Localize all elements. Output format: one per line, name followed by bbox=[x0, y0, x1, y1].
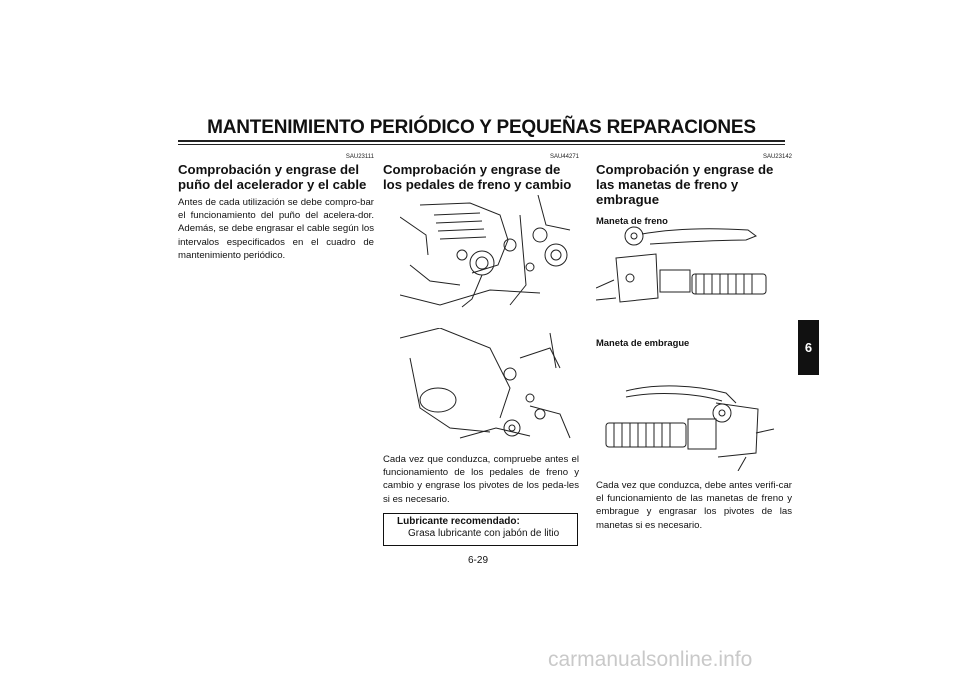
section-levers-body bbox=[596, 479, 792, 532]
brake-lever-label: Maneta de freno bbox=[596, 215, 668, 226]
section-body: Cada vez que conduzca, debe antes verifi-car el funcionamiento de las manetas de freno y embrague y engrasar los pivotes de las manetas si es necesario. bbox=[596, 480, 792, 531]
section-heading: Comprobación y engrase del puño del acelerador y el cable bbox=[178, 162, 367, 192]
brake-pedal-illustration bbox=[400, 195, 576, 317]
clutch-lever-label: Maneta de embrague bbox=[596, 337, 690, 348]
section-code: SAU23111 bbox=[345, 154, 374, 160]
section-pedals bbox=[383, 154, 579, 196]
page-header-title: MANTENIMIENTO PERIÓDICO Y PEQUEÑAS REPARACIONES bbox=[207, 117, 756, 138]
watermark: carmanualsonline.info bbox=[548, 648, 753, 671]
section-heading: Comprobación y engrase de las manetas de freno y embrague bbox=[596, 162, 774, 207]
lubricant-box bbox=[383, 513, 578, 546]
shift-pedal-illustration bbox=[400, 328, 576, 446]
section-throttle bbox=[178, 154, 374, 262]
lubricant-value: Grasa lubricante con jabón de litio bbox=[408, 528, 560, 539]
lubricant-title: Lubricante recomendado: bbox=[397, 516, 520, 527]
clutch-lever-illustration bbox=[596, 373, 776, 471]
page-number: 6-29 bbox=[468, 555, 489, 566]
section-body: Cada vez que conduzca, compruebe antes el funcionamiento de los pedales de freno y cambio y engrase los pivotes de los peda-les si es necesario. bbox=[383, 454, 579, 505]
header-rule-thin bbox=[178, 144, 785, 145]
section-code: SAU23142 bbox=[762, 154, 792, 160]
section-body: Antes de cada utilización se debe compro-bar el funcionamiento del puño del acelera-dor. Además, se debe engrasar el cable según los intervalos especificados en el cuadro de mantenimiento periódico. bbox=[178, 197, 374, 261]
section-heading: Comprobación y engrase de los pedales de freno y cambio bbox=[383, 162, 572, 192]
section-pedals-body bbox=[383, 453, 579, 506]
brake-lever-illustration bbox=[596, 218, 776, 318]
section-code: SAU44271 bbox=[549, 154, 579, 160]
header-rule bbox=[178, 140, 785, 142]
section-levers bbox=[596, 154, 792, 226]
chapter-tab: 6 bbox=[798, 320, 819, 375]
